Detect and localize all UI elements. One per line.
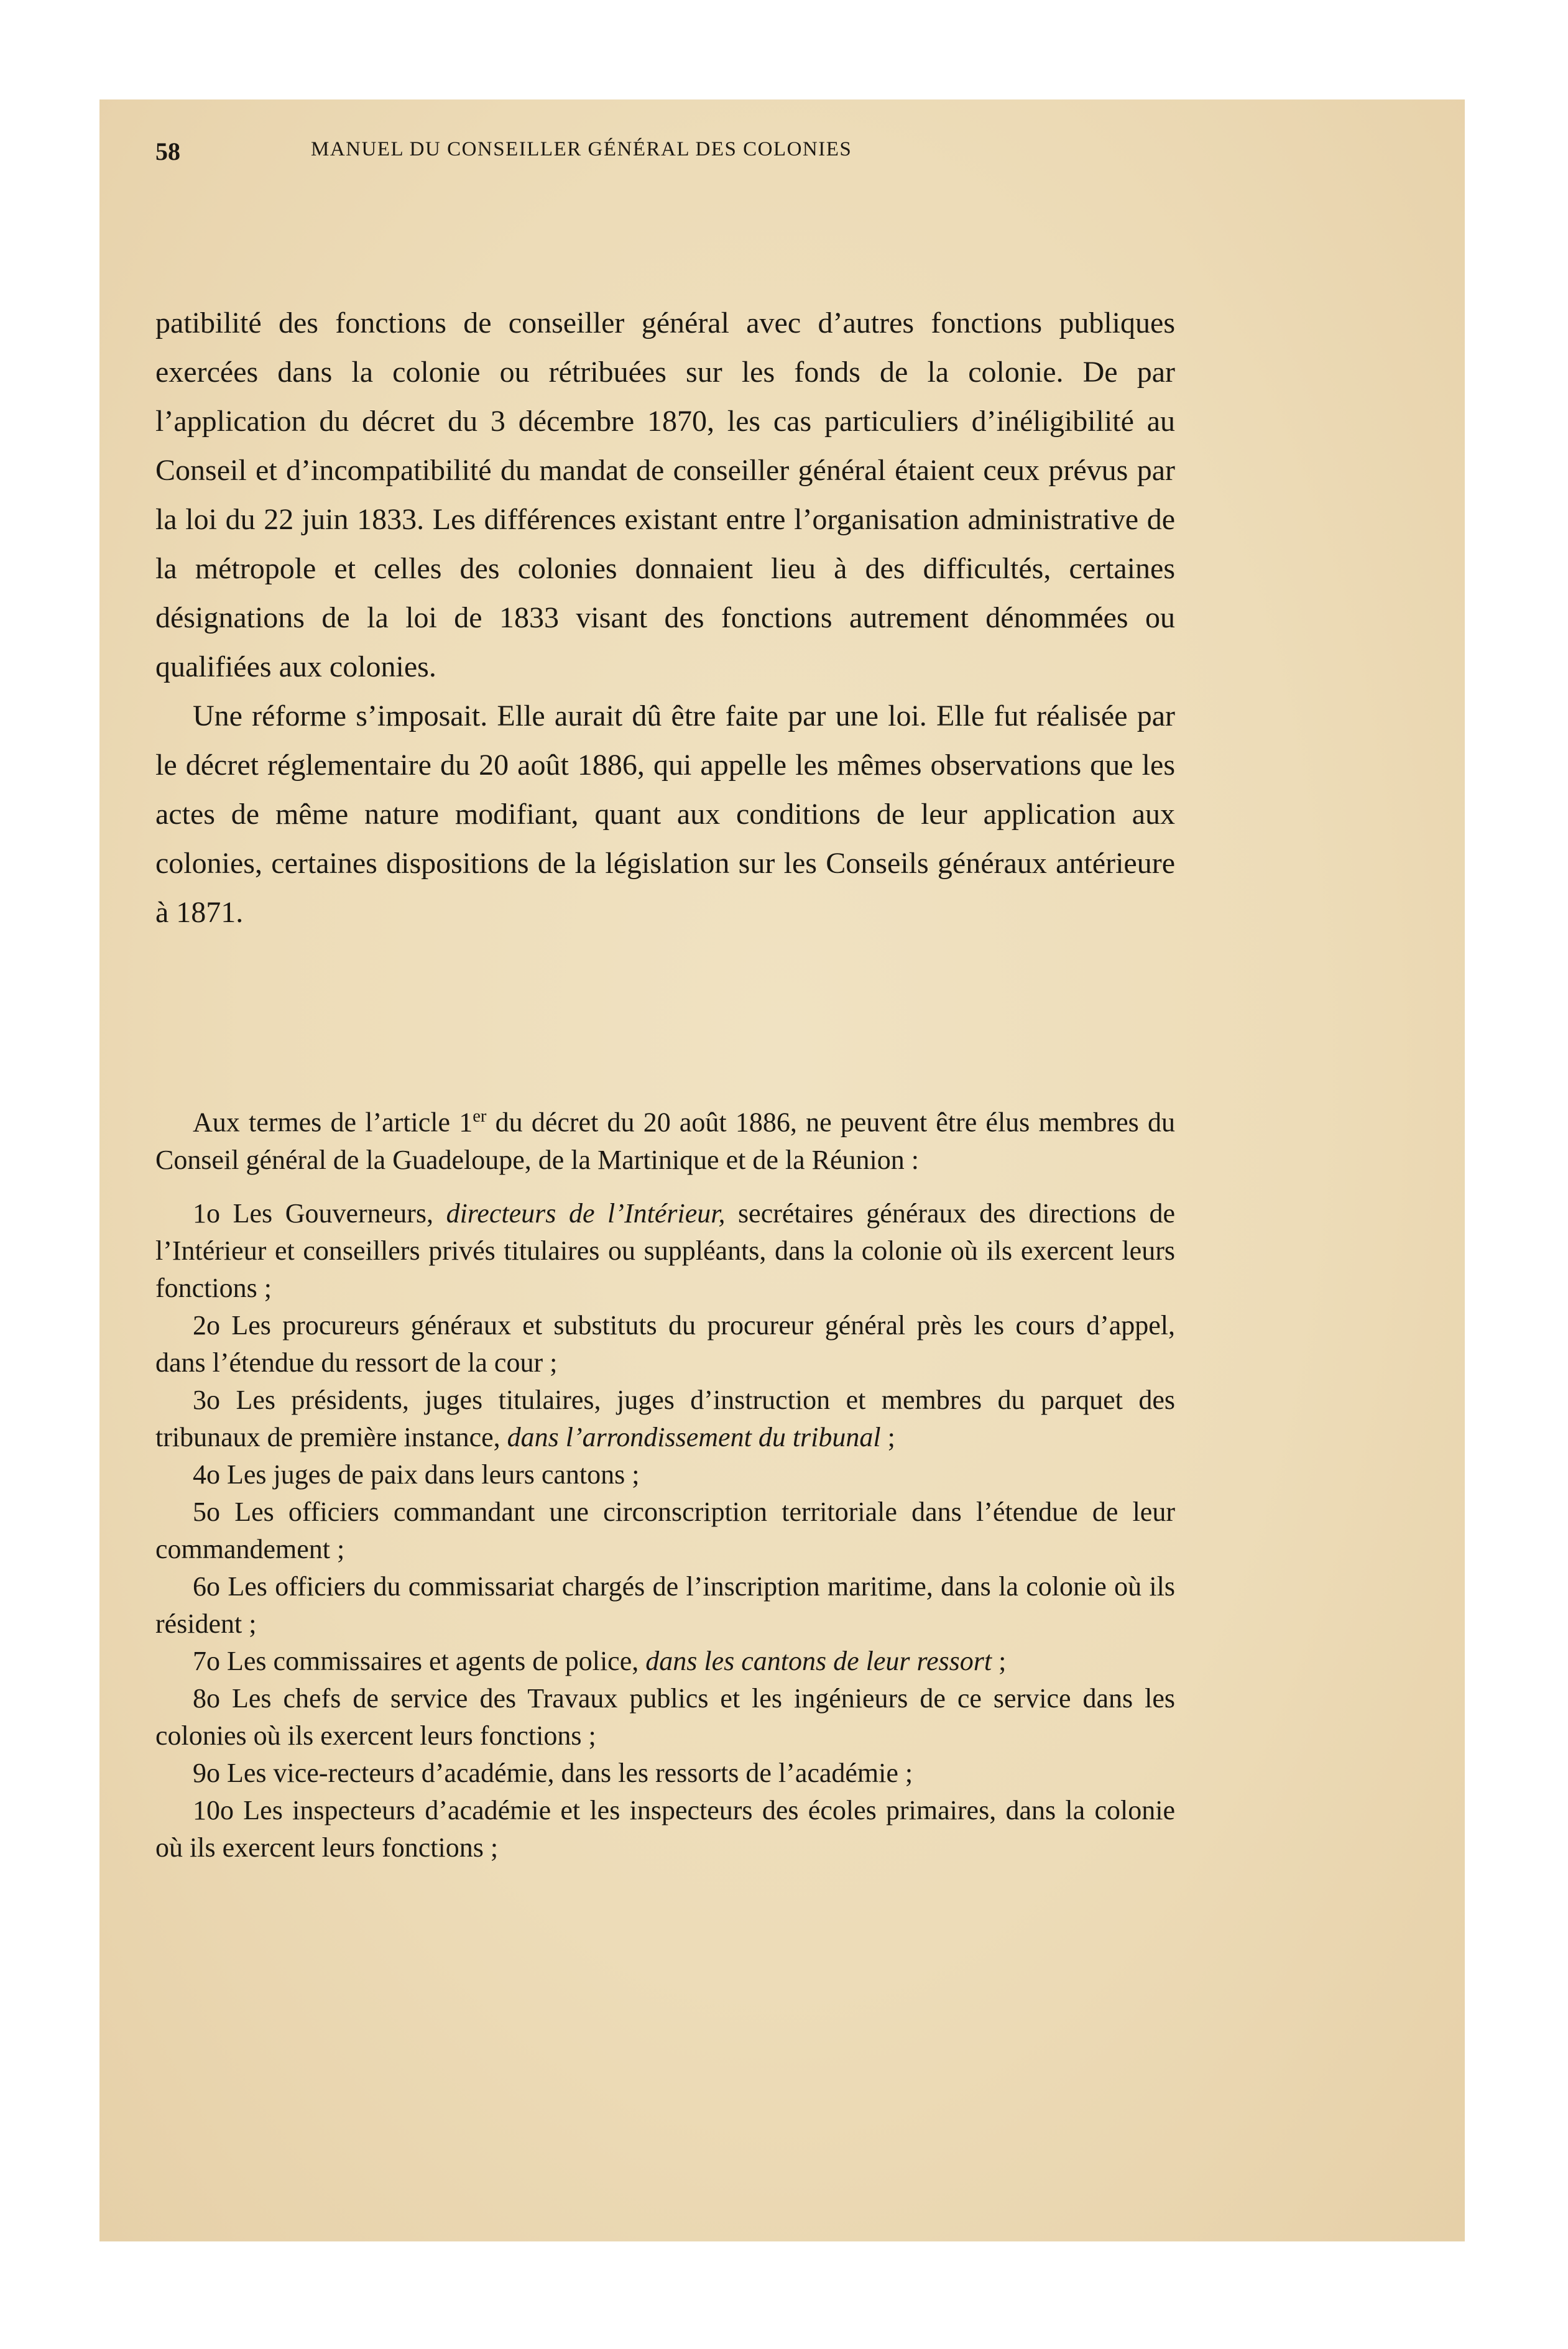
spacer xyxy=(155,1179,1175,1195)
article-item-text-end: secrétaires généraux des directions de l’Intérieur et conseillers privés titulaires ou suppléants, dans la colonie où ils exercent leurs fonctions ; xyxy=(155,1198,1175,1303)
article-item xyxy=(155,1680,1175,1755)
body-paragraph-2: Une réforme s’imposait. Elle aurait dû être faite par une loi. Elle fut réalisée par le décret réglementaire du 20 août 1886, qui appelle les mêmes observations que les actes de même nature modifiant, quant aux conditions de leur application aux colonies, certaines dispositions de la législation sur les Conseils généraux antérieure à 1871. xyxy=(155,699,1175,929)
article-item-italic: dans l’arrondissement du tribunal xyxy=(507,1421,881,1452)
article-item-number: 6o xyxy=(193,1571,220,1602)
running-title: MANUEL DU CONSEILLER GÉNÉRAL DES COLONIES xyxy=(311,138,852,160)
article-item-list xyxy=(155,1195,1175,1867)
article-item-text: Les commissaires et agents de police, xyxy=(227,1645,646,1676)
article-item xyxy=(155,1456,1175,1493)
article-item-number: 7o xyxy=(193,1645,220,1676)
article-item-number: 10o xyxy=(193,1794,234,1825)
article-item-number: 8o xyxy=(193,1682,220,1714)
article-item-text: Les juges de paix dans leurs cantons ; xyxy=(227,1459,640,1490)
article-item xyxy=(155,1195,1175,1307)
quote-intro xyxy=(155,1098,1175,1179)
article-item-italic: directeurs de l’Intérieur, xyxy=(446,1198,726,1229)
article-item-text: Les officiers du commissariat chargés de l’inscription maritime, dans la colonie où ils résident ; xyxy=(155,1571,1176,1639)
article-item-number: 9o xyxy=(193,1757,220,1788)
article-item xyxy=(155,1307,1175,1382)
article-item-italic: dans les cantons de leur ressort xyxy=(645,1645,992,1676)
page-header xyxy=(155,137,1175,174)
article-item-text: Les chefs de service des Travaux publics et les ingénieurs de ce service dans les colonies où ils exercent leurs fonctions ; xyxy=(155,1682,1175,1751)
article-item-text: Les vice-recteurs d’académie, dans les ressorts de l’académie ; xyxy=(227,1757,913,1788)
article-item-number: 1o xyxy=(193,1198,220,1229)
body-text xyxy=(155,298,1175,937)
article-item-text: Les inspecteurs d’académie et les inspecteurs des écoles primaires, dans la colonie où ils exercent leurs fonctions ; xyxy=(155,1794,1175,1863)
article-item-text-end: ; xyxy=(880,1421,895,1452)
body-paragraph-1: patibilité des fonctions de conseiller général avec d’autres fonctions publiques exercées dans la colonie ou rétribuées sur les fonds de la colonie. De par l’application du décret du 3 décembre 1870, les cas particuliers d’inéligibilité au Conseil et d’incompatibilité du mandat de conseiller général étaient ceux prévus par la loi du 22 juin 1833. Les différences existant entre l’organisation administrative de la métropole et celles des colonies donnaient lieu à des difficultés, certaines désignations de la loi de 1833 visant des fonctions autrement dénommées ou qualifiées aux colonies. xyxy=(155,307,1175,683)
article-item-text: Les officiers commandant une circonscription territoriale dans l’étendue de leur commandement ; xyxy=(155,1496,1175,1564)
article-item xyxy=(155,1755,1175,1792)
article-item-number: 2o xyxy=(193,1309,220,1341)
article-item-text: Les procureurs généraux et substituts du procureur général près les cours d’appel, dans l’étendue du ressort de la cour ; xyxy=(155,1309,1176,1378)
page-number: 58 xyxy=(155,137,180,165)
article-item-text-end: ; xyxy=(992,1645,1007,1676)
article-item xyxy=(155,1382,1175,1456)
quoted-text xyxy=(155,1098,1175,1867)
quote-intro-text: Aux termes de l’article 1 xyxy=(193,1107,473,1138)
quote-intro-text-end: du décret du 20 août 1886, ne peuvent être élus membres du Conseil général de la Guadeloupe, de la Martinique et de la Réunion : xyxy=(155,1107,1175,1175)
article-item-text: Les Gouverneurs, xyxy=(233,1198,446,1229)
article-item xyxy=(155,1568,1175,1643)
article-item xyxy=(155,1643,1175,1680)
article-item xyxy=(155,1792,1175,1867)
article-item-text: Les présidents, juges titulaires, juges d’instruction et membres du parquet des tribunaux de première instance, xyxy=(155,1384,1175,1452)
article-item-number: 3o xyxy=(193,1384,220,1415)
article-item-number: 5o xyxy=(193,1496,220,1527)
article-item-number: 4o xyxy=(193,1459,220,1490)
article-item xyxy=(155,1493,1175,1568)
quote-intro-superscript: er xyxy=(473,1107,487,1126)
